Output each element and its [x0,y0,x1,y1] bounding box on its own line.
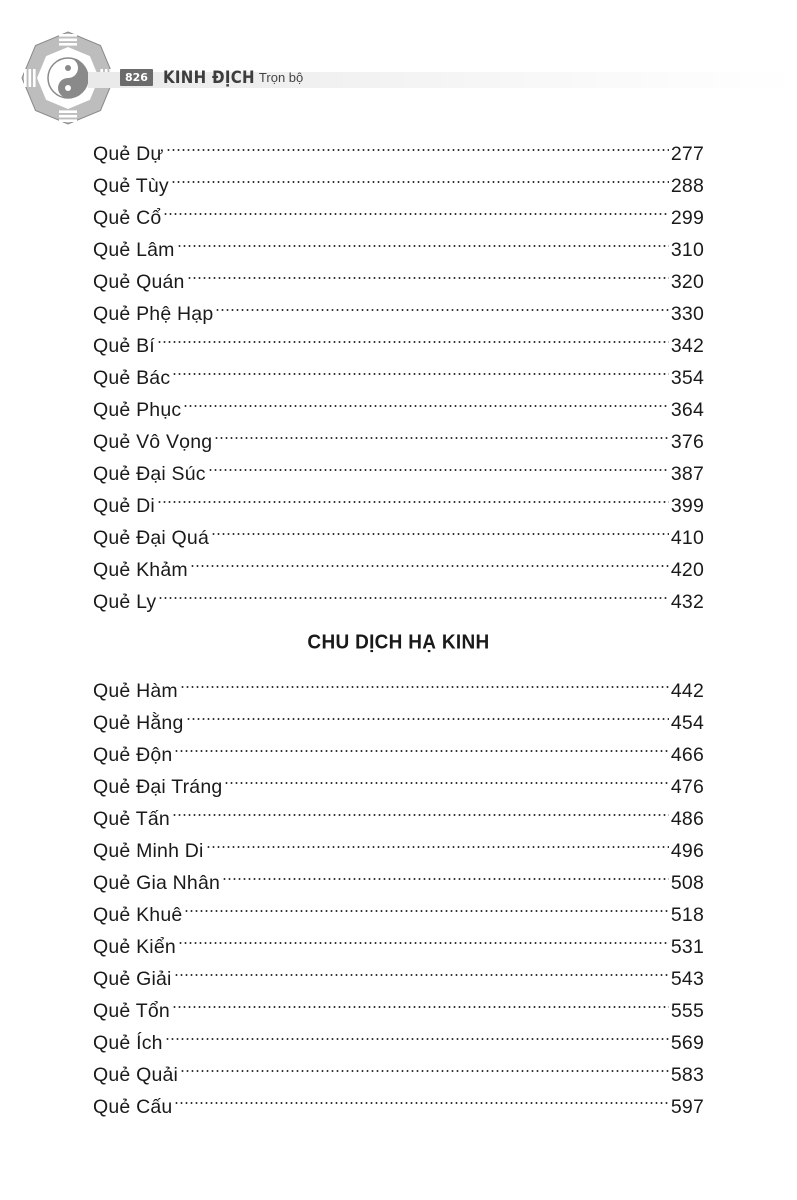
toc-entry-title: Quẻ Tùy [93,175,169,197]
toc-entry[interactable] [93,825,704,862]
toc-entry[interactable] [93,1017,704,1054]
toc-entry[interactable] [93,256,704,293]
toc-entry-page: 342 [670,335,704,357]
dot-leader [172,985,671,1017]
toc-entry-page: 508 [670,872,704,894]
dot-leader [180,1049,671,1081]
toc-entry-title: Quẻ Dự [93,143,164,165]
toc-entry[interactable] [93,1049,704,1086]
toc-entry-page: 330 [670,303,704,325]
dot-leader [183,384,671,416]
toc-entry-title: Quẻ Hằng [93,712,184,734]
toc-entry-page: 466 [670,744,704,766]
toc-entry[interactable] [93,761,704,798]
toc-entry-title: Quẻ Cấu [93,1096,173,1118]
dot-leader [165,1017,671,1049]
toc-entry[interactable] [93,953,704,990]
toc-entry-title: Quẻ Ly [93,591,157,613]
toc-entry[interactable] [93,697,704,734]
toc-entry[interactable] [93,665,704,702]
toc-list [93,128,704,613]
toc-entry-page: 310 [670,239,704,261]
toc-entry[interactable] [93,160,704,197]
toc-entry[interactable] [93,320,704,357]
toc-entry-title: Quẻ Khuê [93,904,183,926]
toc-entry-page: 364 [670,399,704,421]
dot-leader [208,448,671,480]
dot-leader [177,224,671,256]
toc-entry[interactable] [93,416,704,453]
toc-entry-title: Quẻ Bí [93,335,155,357]
toc-entry[interactable] [93,480,704,517]
toc-entry[interactable] [93,224,704,261]
dot-leader [215,288,670,320]
toc-entry[interactable] [93,921,704,958]
dot-leader [206,825,671,857]
running-header [120,66,303,88]
toc-entry-page: 420 [670,559,704,581]
dot-leader [166,128,671,160]
toc-entry-title: Quẻ Phục [93,399,182,421]
dot-leader [174,1081,670,1113]
toc-entry-page: 496 [670,840,704,862]
section-heading: CHU DỊCH HẠ KINH [307,631,490,654]
dot-leader [211,512,671,544]
toc-entry-page: 486 [670,808,704,830]
toc-list [93,665,704,1118]
toc-entry-title: Quẻ Tấn [93,808,170,830]
toc-entry-page: 476 [670,776,704,798]
toc-entry-title: Quẻ Quán [93,271,185,293]
toc-entry-title: Quẻ Cổ [93,207,162,229]
book-subtitle: Trọn bộ [258,69,304,85]
toc-entry-page: 320 [670,271,704,293]
toc-entry-title: Quẻ Vô Vọng [93,431,213,453]
toc-entry-title: Quẻ Di [93,495,155,517]
toc-entry[interactable] [93,889,704,926]
toc-entry-title: Quẻ Độn [93,744,173,766]
toc-entry-page: 569 [670,1032,704,1054]
toc-entry-title: Quẻ Bác [93,367,171,389]
toc-entry-title: Quẻ Kiển [93,936,176,958]
toc-entry[interactable] [93,352,704,389]
toc-entry[interactable] [93,576,704,613]
toc-entry-title: Quẻ Tổn [93,1000,170,1022]
dot-leader [158,576,671,608]
dot-leader [157,320,671,352]
toc-part1 [93,128,704,613]
dot-leader [180,665,671,697]
toc-entry-title: Quẻ Quải [93,1064,179,1086]
dot-leader [157,480,671,512]
toc-entry-page: 376 [670,431,704,453]
toc-entry-page: 288 [670,175,704,197]
toc-entry-title: Quẻ Phệ Hạp [93,303,214,325]
toc-entry[interactable] [93,729,704,766]
toc-entry[interactable] [93,128,704,165]
dot-leader [163,192,670,224]
toc-entry-title: Quẻ Đại Tráng [93,776,223,798]
toc-entry-title: Quẻ Hàm [93,680,178,702]
toc-entry-page: 597 [670,1096,704,1118]
dot-leader [172,793,671,825]
toc-entry-page: 518 [670,904,704,926]
toc-entry-title: Quẻ Đại Quá [93,527,210,549]
dot-leader [224,761,670,793]
toc-entry[interactable] [93,985,704,1022]
toc-entry-title: Quẻ Đại Súc [93,463,206,485]
dot-leader [184,889,670,921]
toc-entry-title: Quẻ Ích [93,1032,163,1054]
toc-entry-page: 410 [670,527,704,549]
dot-leader [174,729,670,761]
toc-entry[interactable] [93,192,704,229]
toc-part2 [93,665,704,1118]
toc-entry-page: 442 [670,680,704,702]
dot-leader [222,857,671,889]
toc-entry-page: 354 [670,367,704,389]
toc-entry-page: 543 [670,968,704,990]
toc-entry-page: 387 [670,463,704,485]
dot-leader [190,544,671,576]
dot-leader [174,953,671,985]
toc-entry-title: Quẻ Giải [93,968,172,990]
book-title: KINH ĐỊCH [162,66,255,88]
toc-entry[interactable] [93,512,704,549]
dot-leader [171,160,671,192]
dot-leader [178,921,671,953]
page-number-badge: 826 [120,69,153,86]
toc-entry-page: 299 [670,207,704,229]
toc-entry-page: 399 [670,495,704,517]
toc-entry-page: 583 [670,1064,704,1086]
dot-leader [187,256,671,288]
toc-entry-title: Quẻ Lâm [93,239,175,261]
toc-entry-title: Quẻ Minh Di [93,840,204,862]
dot-leader [172,352,671,384]
toc-entry-page: 531 [670,936,704,958]
toc-entry-page: 432 [670,591,704,613]
toc-entry[interactable] [93,384,704,421]
toc-entry-page: 454 [670,712,704,734]
toc-entry-page: 555 [670,1000,704,1022]
toc-entry-title: Quẻ Khảm [93,559,188,581]
toc-entry-title: Quẻ Gia Nhân [93,872,221,894]
toc-entry[interactable] [93,1081,704,1118]
dot-leader [214,416,671,448]
toc-entry[interactable] [93,793,704,830]
toc-entry-page: 277 [670,143,704,165]
dot-leader [186,697,671,729]
